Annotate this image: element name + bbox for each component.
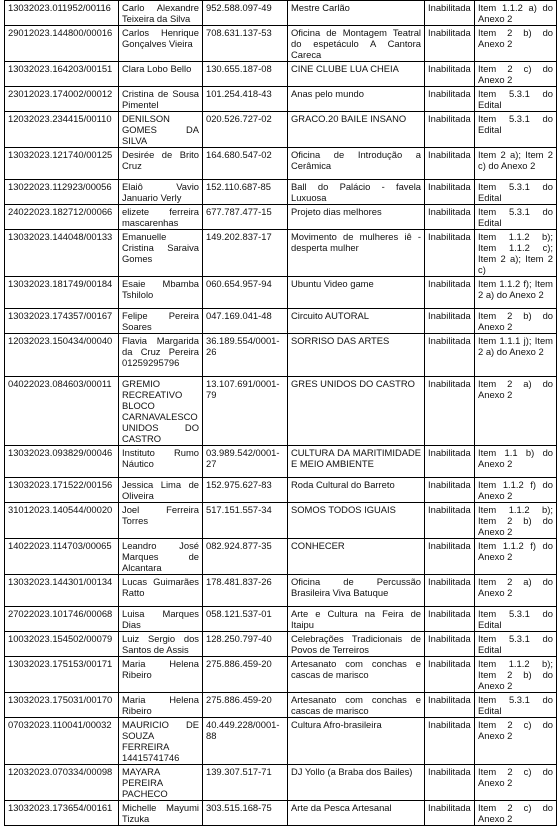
proponent-cell: Jessica Lima de Oliveira: [119, 478, 203, 503]
protocol-cell: 12032023.150434/00040: [5, 334, 119, 377]
status-cell: Inabilitada: [425, 87, 475, 112]
protocol-cell: 10032023.154502/00079: [5, 632, 119, 657]
project-cell: Ubuntu Video game: [288, 277, 425, 309]
proponent-cell: MAURICIO DE SOUZA FERREIRA 14415741746: [119, 718, 203, 765]
document-id-cell: 152.975.627-83: [203, 478, 288, 503]
protocol-cell: 13032023.093829/00046: [5, 446, 119, 478]
document-id-cell: 275.886.459-20: [203, 693, 288, 718]
proponent-cell: Maria Helena Ribeiro: [119, 657, 203, 693]
proponent-cell: DENILSON GOMES DA SILVA: [119, 112, 203, 148]
protocol-cell: 31012023.140544/00020: [5, 503, 119, 539]
table-row: [5, 657, 557, 693]
table-row: [5, 62, 557, 87]
proponent-cell: Desirée de Brito Cruz: [119, 148, 203, 180]
protocol-cell: 13032023.121740/00125: [5, 148, 119, 180]
proponent-cell: Maria Helena Ribeiro: [119, 693, 203, 718]
project-cell: Artesanato com conchas e cascas de marisco: [288, 657, 425, 693]
document-id-cell: 03.989.542/0001-27: [203, 446, 288, 478]
document-id-cell: 677.787.477-15: [203, 205, 288, 230]
document-id-cell: 149.202.837-17: [203, 230, 288, 277]
project-cell: CONHECER: [288, 539, 425, 575]
proponent-cell: MAYARA PEREIRA PACHECO: [119, 765, 203, 801]
reason-cell: Item 1.1.2 b); Item 2 b) do Anexo 2: [475, 503, 557, 539]
reason-cell: Item 2 c) do Anexo 2: [475, 801, 557, 826]
protocol-cell: 13032023.173654/00161: [5, 801, 119, 826]
document-id-cell: 101.254.418-43: [203, 87, 288, 112]
table-row: [5, 693, 557, 718]
status-cell: Inabilitada: [425, 1, 475, 26]
reason-cell: Item 5.3.1 do Edital: [475, 112, 557, 148]
protocol-cell: 13032023.144048/00133: [5, 230, 119, 277]
table-row: [5, 446, 557, 478]
document-id-cell: 13.107.691/0001-79: [203, 377, 288, 446]
reason-cell: Item 1.1.2 f) do Anexo 2: [475, 478, 557, 503]
table-row: [5, 112, 557, 148]
document-id-cell: 178.481.837-26: [203, 575, 288, 607]
reason-cell: Item 1.1.2 a) do Anexo 2: [475, 1, 557, 26]
proponent-cell: Michelle Mayumi Tizuka: [119, 801, 203, 826]
table-row: [5, 575, 557, 607]
status-cell: Inabilitada: [425, 718, 475, 765]
protocol-cell: 13032023.171522/00156: [5, 478, 119, 503]
project-cell: Circuito AUTORAL: [288, 309, 425, 334]
status-cell: Inabilitada: [425, 277, 475, 309]
protocol-cell: 04022023.084603/00011: [5, 377, 119, 446]
document-id-cell: 020.526.727-02: [203, 112, 288, 148]
proponent-cell: Emanuelle Cristina Saraiva Gomes: [119, 230, 203, 277]
project-cell: GRACO.20 BAILE INSANO: [288, 112, 425, 148]
reason-cell: Item 2 a); Item 2 c) do Anexo 2: [475, 148, 557, 180]
project-cell: CULTURA DA MARITIMIDADE E MEIO AMBIENTE: [288, 446, 425, 478]
project-cell: Mestre Carlão: [288, 1, 425, 26]
reason-cell: Item 2 a) do Anexo 2: [475, 575, 557, 607]
proponent-cell: Elaiô Vavio Januario Verly: [119, 180, 203, 205]
project-cell: Oficina de Montagem Teatral do espetáculo A Cantora Careca: [288, 26, 425, 62]
protocol-cell: 13032023.011952/00116: [5, 1, 119, 26]
protocol-cell: 29012023.144800/00016: [5, 26, 119, 62]
document-id-cell: 060.654.957-94: [203, 277, 288, 309]
project-cell: Cultura Afro-brasileira: [288, 718, 425, 765]
project-cell: Arte da Pesca Artesanal: [288, 801, 425, 826]
proponent-cell: Instituto Rumo Náutico: [119, 446, 203, 478]
reason-cell: Item 2 b) do Anexo 2: [475, 309, 557, 334]
status-cell: Inabilitada: [425, 693, 475, 718]
protocol-cell: 12032023.070334/00098: [5, 765, 119, 801]
project-cell: Ball do Palácio - favela Luxuosa: [288, 180, 425, 205]
results-table-body: [5, 1, 557, 826]
proponent-cell: Cristina de Sousa Pimentel: [119, 87, 203, 112]
status-cell: Inabilitada: [425, 607, 475, 632]
reason-cell: Item 1.1.2 b); Item 2 b) do Anexo 2: [475, 657, 557, 693]
protocol-cell: 13032023.164203/00151: [5, 62, 119, 87]
proponent-cell: Joel Ferreira Torres: [119, 503, 203, 539]
reason-cell: Item 5.3.1 do Edital: [475, 693, 557, 718]
status-cell: Inabilitada: [425, 205, 475, 230]
table-row: [5, 205, 557, 230]
reason-cell: Item 5.3.1 do Edital: [475, 607, 557, 632]
status-cell: Inabilitada: [425, 148, 475, 180]
document-id-cell: 128.250.797-40: [203, 632, 288, 657]
document-id-cell: 152.110.687-85: [203, 180, 288, 205]
reason-cell: Item 1.1.2 b); Item 1.1.2 c); Item 2 a); Item 2 c): [475, 230, 557, 277]
table-row: [5, 377, 557, 446]
reason-cell: Item 5.3.1 do Edital: [475, 632, 557, 657]
project-cell: SOMOS TODOS IGUAIS: [288, 503, 425, 539]
proponent-cell: elizete ferreira mascarenhas: [119, 205, 203, 230]
proponent-cell: Flavia Margarida da Cruz Pereira 01259295796: [119, 334, 203, 377]
document-id-cell: 139.307.517-71: [203, 765, 288, 801]
status-cell: Inabilitada: [425, 230, 475, 277]
document-page: [4, 0, 556, 826]
status-cell: Inabilitada: [425, 801, 475, 826]
status-cell: Inabilitada: [425, 478, 475, 503]
project-cell: Movimento de mulheres iê - desperta mulher: [288, 230, 425, 277]
table-row: [5, 478, 557, 503]
proponent-cell: Carlo Alexandre Teixeira da Silva: [119, 1, 203, 26]
reason-cell: Item 1.1 b) do Anexo 2: [475, 446, 557, 478]
project-cell: SORRISO DAS ARTES: [288, 334, 425, 377]
status-cell: Inabilitada: [425, 446, 475, 478]
document-id-cell: 40.449.228/0001-88: [203, 718, 288, 765]
document-id-cell: 164.680.547-02: [203, 148, 288, 180]
proponent-cell: Luisa Marques Dias: [119, 607, 203, 632]
document-id-cell: 952.588.097-49: [203, 1, 288, 26]
protocol-cell: 13032023.175153/00171: [5, 657, 119, 693]
protocol-cell: 13032023.144301/00134: [5, 575, 119, 607]
proponent-cell: Lucas Guimarães Ratto: [119, 575, 203, 607]
document-id-cell: 082.924.877-35: [203, 539, 288, 575]
table-row: [5, 26, 557, 62]
reason-cell: Item 1.1.2 f) do Anexo 2: [475, 539, 557, 575]
status-cell: Inabilitada: [425, 657, 475, 693]
status-cell: Inabilitada: [425, 765, 475, 801]
table-row: [5, 632, 557, 657]
reason-cell: Item 2 c) do Anexo 2: [475, 765, 557, 801]
protocol-cell: 13032023.181749/00184: [5, 277, 119, 309]
table-row: [5, 148, 557, 180]
project-cell: Anas pelo mundo: [288, 87, 425, 112]
document-id-cell: 708.631.137-53: [203, 26, 288, 62]
project-cell: DJ Yollo (a Braba dos Bailes): [288, 765, 425, 801]
project-cell: Artesanato com conchas e cascas de marisco: [288, 693, 425, 718]
protocol-cell: 13022023.112923/00056: [5, 180, 119, 205]
table-row: [5, 277, 557, 309]
proponent-cell: Leandro José Marques de Alcantara: [119, 539, 203, 575]
table-row: [5, 309, 557, 334]
reason-cell: Item 1.1.2 f); Item 2 a) do Anexo 2: [475, 277, 557, 309]
reason-cell: Item 2 a) do Anexo 2: [475, 377, 557, 446]
protocol-cell: 12032023.234415/00110: [5, 112, 119, 148]
protocol-cell: 27022023.101746/00068: [5, 607, 119, 632]
protocol-cell: 07032023.110041/00032: [5, 718, 119, 765]
status-cell: Inabilitada: [425, 539, 475, 575]
project-cell: Celebrações Tradicionais de Povos de Terreiros: [288, 632, 425, 657]
proponent-cell: Esaie Mbamba Tshilolo: [119, 277, 203, 309]
proponent-cell: Luiz Sergio dos Santos de Assis: [119, 632, 203, 657]
project-cell: Oficina de Percussão Brasileira Viva Batuque: [288, 575, 425, 607]
document-id-cell: 275.886.459-20: [203, 657, 288, 693]
document-id-cell: 047.169.041-48: [203, 309, 288, 334]
status-cell: Inabilitada: [425, 309, 475, 334]
table-row: [5, 1, 557, 26]
project-cell: CINE CLUBE LUA CHEIA: [288, 62, 425, 87]
status-cell: Inabilitada: [425, 180, 475, 205]
table-row: [5, 607, 557, 632]
table-row: [5, 801, 557, 826]
proponent-cell: GREMIO RECREATIVO BLOCO CARNAVALESCO UNIDOS DO CASTRO: [119, 377, 203, 446]
proponent-cell: Felipe Pereira Soares: [119, 309, 203, 334]
reason-cell: Item 5.3.1 do Edital: [475, 87, 557, 112]
reason-cell: Item 2 b) do Anexo 2: [475, 26, 557, 62]
status-cell: Inabilitada: [425, 632, 475, 657]
document-id-cell: 303.515.168-75: [203, 801, 288, 826]
reason-cell: Item 2 c) do Anexo 2: [475, 718, 557, 765]
status-cell: Inabilitada: [425, 112, 475, 148]
status-cell: Inabilitada: [425, 575, 475, 607]
table-row: [5, 180, 557, 205]
reason-cell: Item 5.3.1 do Edital: [475, 180, 557, 205]
project-cell: Arte e Cultura na Feira de Itaipu: [288, 607, 425, 632]
protocol-cell: 23012023.174002/00012: [5, 87, 119, 112]
document-id-cell: 36.189.554/0001-26: [203, 334, 288, 377]
table-row: [5, 718, 557, 765]
table-row: [5, 503, 557, 539]
project-cell: Roda Cultural do Barreto: [288, 478, 425, 503]
document-id-cell: 517.151.557-34: [203, 503, 288, 539]
project-cell: GRES UNIDOS DO CASTRO: [288, 377, 425, 446]
project-cell: Projeto dias melhores: [288, 205, 425, 230]
table-row: [5, 230, 557, 277]
protocol-cell: 13032023.175031/00170: [5, 693, 119, 718]
document-id-cell: 130.655.187-08: [203, 62, 288, 87]
reason-cell: Item 5.3.1 do Edital: [475, 205, 557, 230]
protocol-cell: 14022023.114703/00065: [5, 539, 119, 575]
table-row: [5, 87, 557, 112]
table-row: [5, 539, 557, 575]
protocol-cell: 13032023.174357/00167: [5, 309, 119, 334]
status-cell: Inabilitada: [425, 377, 475, 446]
proponent-cell: Carlos Henrique Gonçalves Vieira: [119, 26, 203, 62]
table-row: [5, 765, 557, 801]
reason-cell: Item 2 c) do Anexo 2: [475, 62, 557, 87]
status-cell: Inabilitada: [425, 334, 475, 377]
results-table: [4, 0, 557, 826]
proponent-cell: Clara Lobo Bello: [119, 62, 203, 87]
status-cell: Inabilitada: [425, 503, 475, 539]
reason-cell: Item 1.1.1 j); Item 2 a) do Anexo 2: [475, 334, 557, 377]
table-row: [5, 334, 557, 377]
project-cell: Oficina de Introdução a Cerâmica: [288, 148, 425, 180]
status-cell: Inabilitada: [425, 26, 475, 62]
protocol-cell: 24022023.182712/00066: [5, 205, 119, 230]
status-cell: Inabilitada: [425, 62, 475, 87]
document-id-cell: 058.121.537-01: [203, 607, 288, 632]
